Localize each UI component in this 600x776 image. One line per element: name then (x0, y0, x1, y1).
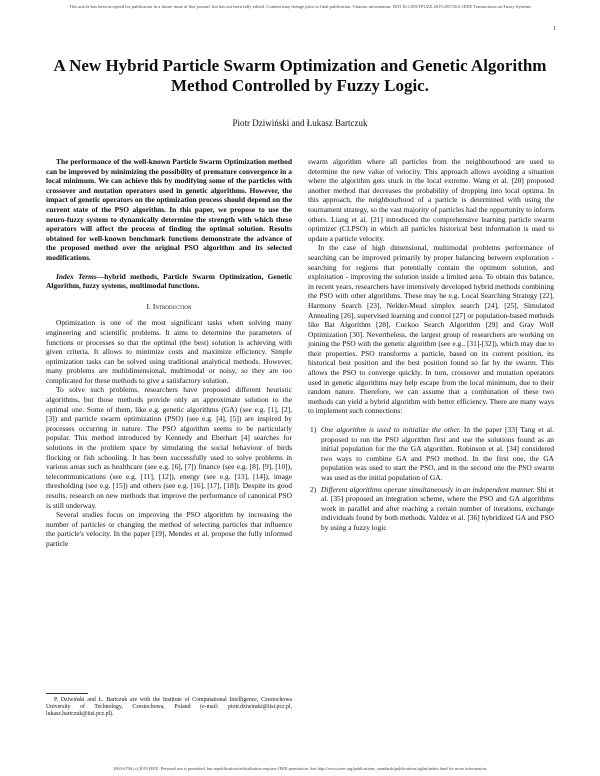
right-column (308, 157, 554, 535)
paragraph: swarm algorithm where all particles from the neighbourhood are used to determine the new value of velocity. This approach allows avoiding a situation where the algorithm gets stuck in the local extreme. Wang et al. [20] proposed another method that decreases the probability of dropping into local optima. In this approach, the neighbourhood of a particle is determined with using the tournament strategy, so the vast majority of particles had the opportunity to inform others. Liang et al. [21] introduced the comprehensive learning particle swarm optimizer (CLPSO) in which all particles historical best information is used to update a particle velocity. (308, 157, 554, 243)
copyright-footer: 1063-6706 (c) 2019 IEEE. Personal use is permitted, but republication/redistribution requires IEEE permission. See http://www.ieee.org/publications_standards/publications/rights/index.html for more information. (113, 765, 487, 771)
index-terms (46, 272, 292, 291)
list-number: 2) (310, 484, 317, 494)
list-number: 1) (310, 425, 317, 435)
paragraph: To solve such problems, researchers have proposed different heuristic algorithms, but those methods provide only an approximate solution to the optimal one. Some of them, like e.g. genetic algorithms (GA) (see e.g. [1], [2], [3]) and particle swarm optimization (PSO) (see e.g. [4], [5]) are inspired by processes occurring in nature. The PSO algorithm seems to be particularly popular. This method introduced by Kennedy and Eberhart [4] searches for solutions in the problem space by simulating the social behaviour of birds flocking or fish schooling. It has been successfully used to solve problems in various areas such as healthcare (see e.g. [6], [7]) finance (see e.g. [8], [9], [10]), telecommunications (see e.g. [11], [12]), energy (see e.g. [13], [14]), image thresholding (see e.g. [15]) and others (see e.g. [16], [17], [18]). Despite its good results, research on new methods that improve the performance of canonical PSO is still underway. (46, 385, 292, 510)
paper-title: A New Hybrid Particle Swarm Optimization and Genetic Algorithm Method Controlled by Fuzzy Logic. (53, 56, 547, 95)
journal-banner: This article has been accepted for publication in a future issue of this journal, but has not been fully edited. Content may change prior to final publication. Citation information: DOI 10.1109/TFUZZ.2019.2957263, IEEE Transactions on Fuzzy Systems (68, 4, 532, 9)
list-item (308, 485, 554, 533)
author-footnote: P. Dziwiński and Ł. Bartczuk are with the Institute of Computational Intelligence, Czestochowa University of Technology, Czestochowa, Poland (e-mail: piotr.dziwinski@iisi.pcz.pl, lukasz.bartczuk@iisi.pcz.pl). (46, 697, 292, 717)
list-item-label: Different algorithms operate simultaneously in an independent manner. (321, 484, 535, 494)
connection-list (308, 425, 554, 533)
paragraph: Optimization is one of the most significant tasks when solving many engineering and scientific problems. It aims to determine the parameters of functions or processes so that the optimal (the best) solution is achieving with given criteria. It allows to minimize costs and maximize efficiency. Simple optimization tasks can be solved using traditional analytical methods. However, many problems are multidimensional, multimodal or noisy, so they are too complicated for these methods to give a satisfactory solution. (46, 318, 292, 385)
left-column (46, 157, 292, 549)
list-item (308, 425, 554, 483)
paragraph: Several studies focus on improving the PSO algorithm by increasing the number of particles or changing the method of selecting particles that influence the particle's velocity. In the paper [19], Mendes et al. propose the fully informed particle (46, 510, 292, 548)
page-number: 1 (553, 26, 556, 32)
paragraph: In the case of high dimensional, multimodal problems performance of searching can be improved primarily by proper balancing between exploration - searching for regions that potentially contain the optimum solution, and exploitation - improving the solution inside a limited area. To obtain this balance, in recent years, researchers have intensively developed hybrid methods combining the PSO with other algorithms. These may be e.g. Local Searching Strategy [22], Harmony Search [23], Nelder-Mead simplex search [24], [25], Simulated Annealing [26], supervised learning and control [27] or population-based methods like Bat Algorithm [28], Cuckoo Search Algorithm [29] and Gray Wolf Optimization [30]. Nevertheless, the largest group of researchers are working on joining the PSO with the genetic algorithm (see e.g., [31]-[32]), which may due to their properties. PSO transforms a particle, based on its current position, its historical best position and the best position found so far by the swarm. This allows the PSO to converge quickly. In turn, crossover and mutation operators used in genetic algorithms may help escape from the local minimum, due to their random nature. Therefore, we can assume that a combination of these two methods can yield a hybrid algorithm with better efficiency. There are many ways to implement such connections: (308, 243, 554, 416)
paper-authors: Piotr Dziwiński and Łukasz Bartczuk (232, 118, 368, 128)
footnote-divider (46, 693, 88, 694)
list-item-text: In the paper [33] Tang et al. proposed to run the PSO algorithm first and use the solutions found as an initial population for the the GA algorithm. Robinson et al. [34] considered two ways to combine GA and PSO method. In the first one, the GA population was used to start the PSO, and in the second one the PSO swarm was used as the initial population of GA. (321, 425, 554, 482)
list-item-text: Shi et al. [35] proposed an integration scheme, where the PSO and GA algorithms work in parallel and after reaching a certain number of iterations, exchange individuals found by both methods. Valdez et al. [36] hybridized GA and PSO by using a fuzzy logic (321, 484, 554, 532)
index-terms-label: Index Terms (56, 271, 97, 281)
list-item-label: One algorithm is used to initialize the other. (321, 425, 461, 435)
index-terms-text: —hybrid methods, Particle Swarm Optimization, Genetic Algorithm, fuzzy systems, multimodal functions. (46, 271, 292, 291)
section-heading: I. Introduction (146, 301, 192, 311)
abstract: The performance of the well-known Particle Swarm Optimization method can be improved by minimizing the possibility of premature convergence in a local minimum. We can achieve this by modifying some of the particles with crossover and mutation operators used in genetic algorithms. However, the impact of genetic operators on the optimization process should depend on the current state of the PSO algorithm. In this paper, we propose to use the neuro-fuzzy system to dynamically determine the strength with which these operators will affect the process of finding the optimal solution. Results obtained for well-known benchmark functions demonstrate the advance of the proposed method over the original PSO algorithm and its selected modifications. (46, 157, 292, 262)
